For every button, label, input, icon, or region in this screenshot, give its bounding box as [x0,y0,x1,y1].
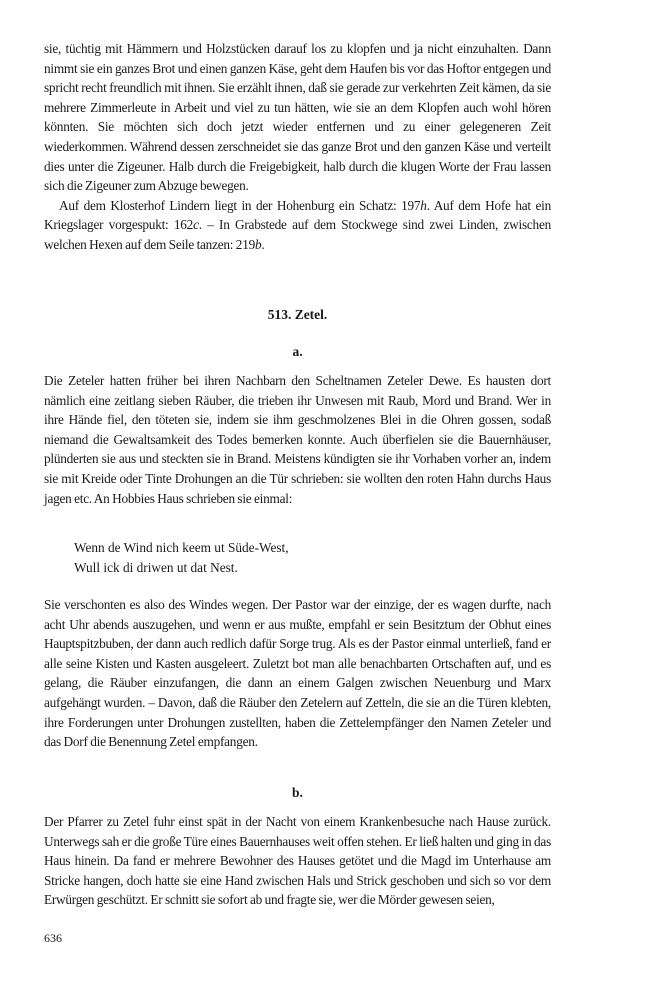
verse-line: Wenn de Wind nich keem ut Süde-West, [74,540,289,555]
subsection-a-heading: a. [292,344,303,359]
reference-letter: h [420,197,427,213]
continued-text-block [44,39,551,255]
treasure-paragraph: Auf dem Klosterhof Lindern liegt in der Hohenburg ein Schatz: 197h. Auf dem Hofe hat ein Kriegslager vorgespukt: 162c. – In Grabstede auf dem Stockwege sind zwei Linden, zwischen welchen Hexen auf dem Seile tanzen: 219b. [44,197,552,252]
page-number: 636 [44,931,62,945]
section-b-paragraph-1: Der Pfarrer zu Zetel fuhr einst spät in der Nacht von einem Krankenbesuche nach Hause zurück. Unterwegs sah er die große Türe eines Bauernhauses weit offen stehen. Er ließ halten und ging in das Haus hinein. Da fand er mehrere Bewohner des Hauses getötet und die Magd im Unterhause am Stricke hangen, doch hatte sie eine Hand zwischen Hals und Strick geschoben und sich so vor dem Erwürgen geschützt. Er schnitt sie sofort ab und fragte sie, wer die Mörder gewesen seien, [44,814,551,908]
reference-letter: c [193,217,199,233]
section-a-paragraph-2: Sie verschonten es also des Windes wegen. Der Pastor war der einzige, der es wagen durfte, nach acht Uhr abends auszugehen, und wenn er aus mußte, empfahl er sein Besitztum der Obhut eines Hauptspitzbuben, der dann auch redlich dafür Sorge trug. Als es der Pastor einmal unterließ, fand er alle seine Kisten und Kasten ausgeleert. Zuletzt bot man alle benachbarten Ortschaften auf, und es gelang, die Räuber einzufangen, die dann an einem Galgen zwischen Neuenburg und Marx aufgehängt wurden. – Davon, daß die Räuber den Zetelern auf Zetteln, die sie an die Türen klebten, ihre Forderungen unter Drohungen zustellten, haben die Zettelempfänger den Namen Zeteler und das Dorf die Benennung Zetel empfangen. [44,597,551,750]
verse-line: Wull ick di driwen ut dat Nest. [74,559,238,575]
subsection-b-heading: b. [292,785,303,800]
section-a-paragraph-1: Die Zeteler hatten früher bei ihren Nachbarn den Scheltnamen Zeteler Dewe. Es hausten dort nämlich eine zeitlang sieben Räuber, die trieben ihr Unwesen mit Raub, Mord und Brand. Wer in ihre Hände fiel, den töteten sie, indem sie ihm geschmolzenes Blei in die Ohren gossen, sodaß niemand die Gewaltsamkeit des Todes bemerken konnte. Auch überfielen sie die Bauernhäuser, plünderten sie aus und steckten sie in Brand. Meistens kündigten sie ihr Vorhaben vorher an, indem sie mit Kreide oder Tinte Drohungen an die Tür schrieben: sie wollten den roten Hahn durchs Haus jagen etc. An Hobbies Haus schrieben sie einmal: [44,373,551,506]
section-title: 513. Zetel. [267,307,328,322]
continued-paragraph: sie, tüchtig mit Hämmern und Holzstücken darauf los zu klopfen und ja nicht einzuhalten. Dann nimmt sie ein ganzes Brot und einen ganzen Käse, geht dem Haufen bis vor das Hoftor entgegen und spricht recht freundlich mit ihnen. Sie erzählt ihnen, daß sie gerade zur verkehrten Zeit kämen, da sie mehrere Zimmerleute in Arbeit und viel zu tun hätten, wie sie an dem Klopfen auch wohl hören könnten. Sie möchten sich doch jetzt wieder entfernen und zu einer gelegeneren Zeit wiederkommen. Während dessen zerschneidet sie das ganze Brot und den ganzen Käse und verteilt dies unter die Zigeuner. Halb durch die Freigebigkeit, halb durch die klugen Worte der Frau lassen sich die Zigeuner zum Abzuge bewegen. [44,41,551,194]
verse [74,538,544,578]
reference-letter: b [255,236,262,252]
